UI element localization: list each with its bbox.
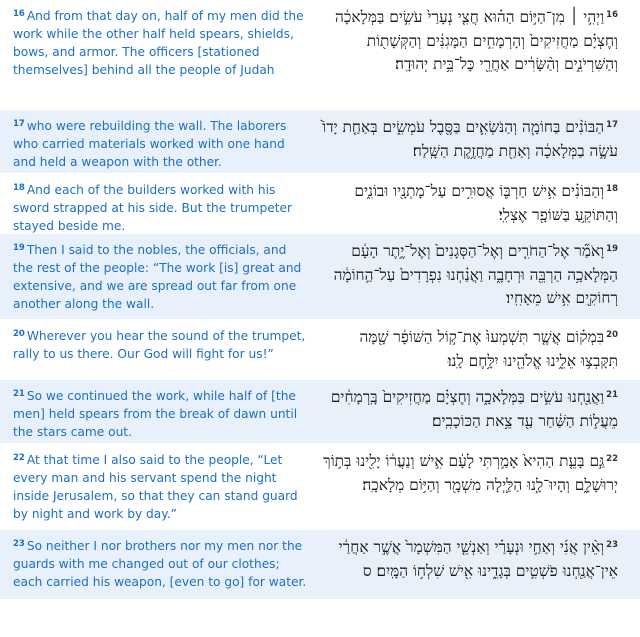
hebrew-verse[interactable]: [313, 234, 640, 319]
verse-number: 20: [13, 329, 25, 339]
english-text: Then I said to the nobles, the officials, and the rest of the people: “The work [is] great and extensive, and we are spread out far from one another along the wall.: [13, 243, 302, 311]
verse-number: 16: [13, 9, 25, 19]
verse-number: 19: [13, 243, 25, 253]
english-verse[interactable]: [0, 174, 313, 233]
verse-row: [0, 174, 640, 234]
english-verse[interactable]: [0, 320, 313, 379]
verse-number: 23: [13, 539, 25, 549]
english-text: At that time I also said to the people, “Let every man and his servant spend the night inside Jerusalem, so that they can stand guard by night and work by day.”: [13, 453, 298, 521]
english-text: And each of the builders worked with his sword strapped at his side. But the trumpeter stayed beside me.: [13, 183, 293, 233]
verse-number: 23: [606, 540, 618, 550]
english-verse[interactable]: [0, 530, 313, 599]
hebrew-verse[interactable]: [313, 320, 640, 379]
hebrew-text: וַיְהִ֣י ׀ מִן־הַיּ֣וֹם הַה֗וּא חֲצִ֤י נְעָרַי֙ עֹשִׂ֣ים בַּמְּלָאכָ֔ה וְחֶצְיָ֗ם מַחֲזִיקִים֙ וְהָרְמָחִ֣ים הַמָּגִנִּ֔ים וְהַקְּשָׁת֖וֹת וְהַשִּׁרְיֹנִ֑ים וְהַ֨שָּׂרִ֔ים אַחֲרֵ֖י כׇּל־בֵּ֥ית יְהוּדָֽה׃: [335, 8, 618, 73]
english-text: So neither I nor brothers nor my men nor the guards with me changed out of our clothes; each carried his weapon, [even to go] for water.: [13, 539, 307, 589]
verse-number: 17: [606, 120, 618, 130]
english-text: who were rebuilding the wall. The laborers who carried materials worked with one hand and held a weapon with the other.: [13, 119, 287, 169]
english-text: Wherever you hear the sound of the trumpet, rally to us there. Our God will fight for us!”: [13, 329, 306, 361]
english-verse[interactable]: [0, 444, 313, 529]
hebrew-text: הַבּוֹנִ֨ים בַּחוֹמָ֧ה וְהַנֹּשְׂאִ֛ים בַּסֶּ֖בֶל עֹמְשִׂ֑ים בְּאַחַ֤ת יָדוֹ֙ עֹשֶׂ֣ה בַמְּלָאכָ֔ה וְאַחַ֖ת מַחֲזֶ֥קֶת הַשָּֽׁלַח׃: [322, 118, 618, 160]
hebrew-text: בִּמְק֗וֹם אֲשֶׁ֤ר תִּשְׁמְעוּ֙ אֶת־ק֣וֹל הַשּׁוֹפָ֔ר שָׁ֖מָּה תִּקָּבְצ֣וּ אֵלֵ֑ינוּ אֱלֹהֵ֖ינוּ יִלָּ֥חֶם לָֽנוּ׃: [359, 328, 618, 370]
hebrew-text: וְאֵ֨ין אֲנִ֜י וְאַחַ֣י וּנְעָרַ֗י וְאַנְשֵׁ֤י הַמִּשְׁמָר֙ אֲשֶׁ֣ר אַחֲרַ֔י אֵין־אֲנַ֖חְנוּ פֹשְׁטִ֣ים בְּגָדֵ֑ינוּ אִ֖ישׁ שִׁלְח֥וֹ הַמָּֽיִם׃ ס: [338, 538, 618, 580]
verse-row: [0, 110, 640, 174]
verse-number: 17: [13, 119, 25, 129]
hebrew-verse[interactable]: [313, 530, 640, 599]
verse-row: [0, 234, 640, 320]
hebrew-verse[interactable]: [313, 0, 640, 109]
hebrew-verse[interactable]: [313, 174, 640, 233]
english-verse[interactable]: [0, 0, 313, 109]
verse-number: 21: [13, 389, 25, 399]
verse-number: 20: [606, 330, 618, 340]
hebrew-verse[interactable]: [313, 380, 640, 443]
english-verse[interactable]: [0, 380, 313, 443]
english-verse[interactable]: [0, 234, 313, 319]
verse-number: 19: [606, 244, 618, 254]
english-text: So we continued the work, while half of [the men] held spears from the break of dawn until the stars came out.: [13, 389, 298, 439]
verse-row: [0, 444, 640, 530]
verse-row: [0, 320, 640, 380]
hebrew-verse[interactable]: [313, 110, 640, 173]
verse-number: 18: [606, 184, 618, 194]
verse-number: 16: [606, 10, 618, 20]
verse-number: 22: [606, 454, 618, 464]
hebrew-text: וְהַבּוֹנִ֗ים אִ֥ישׁ חַרְבּ֛וֹ אֲסוּרִ֥ים עַל־מׇתְנָ֖יו וּבוֹנִ֑ים וְהַתּוֹקֵ֥עַ בַּשּׁוֹפָ֖ר אֶצְלִֽי׃: [354, 182, 618, 224]
verse-number: 21: [606, 390, 618, 400]
english-verse[interactable]: [0, 110, 313, 173]
english-text: And from that day on, half of my men did the work while the other half held spears, shields, bows, and armor. The officers [stationed themselves] behind all the people of Judah: [13, 9, 304, 77]
verse-row: [0, 530, 640, 600]
verse-row: [0, 0, 640, 110]
hebrew-verse[interactable]: [313, 444, 640, 529]
verse-row: [0, 380, 640, 444]
verse-number: 18: [13, 183, 25, 193]
hebrew-text: וַאֲנַ֖חְנוּ עֹשִׂ֣ים בַּמְּלָאכָ֑ה וְחֶצְיָ֗ם מַחֲזִיקִים֙ בָּֽרְמָחִ֔ים מֵעֲל֣וֹת הַשַּׁ֔חַר עַ֖ד צֵ֥את הַכּוֹכָבִֽים׃: [330, 388, 618, 430]
hebrew-text: גַּ֣ם בָּעֵ֤ת הַהִיא֙ אָמַ֣רְתִּי לָעָ֔ם אִ֣ישׁ וְנַעֲר֔וֹ יָלִ֖ינוּ בְּת֣וֹךְ יְרוּשָׁלָ֑͏ִם וְהָיוּ־לָ֧נוּ הַלַּ֛יְלָה מִשְׁמָ֖ר וְהַיּ֥וֹם מְלָאכָֽה׃: [323, 452, 618, 494]
hebrew-text: וָאֹמַ֞ר אֶל־הַחֹרִ֤ים וְאֶל־הַסְּגָנִים֙ וְאֶל־יֶ֣תֶר הָעָ֔ם הַמְּלָאכָ֥ה הַרְבֵּ֖ה וּרְחָבָ֑ה וַאֲנַ֗חְנוּ נִפְרָדִים֙ עַל־הַ֣חוֹמָ֔ה רְחוֹקִ֖ים אִ֥ישׁ מֵאָחִֽיו׃: [333, 242, 618, 307]
verse-number: 22: [13, 453, 25, 463]
